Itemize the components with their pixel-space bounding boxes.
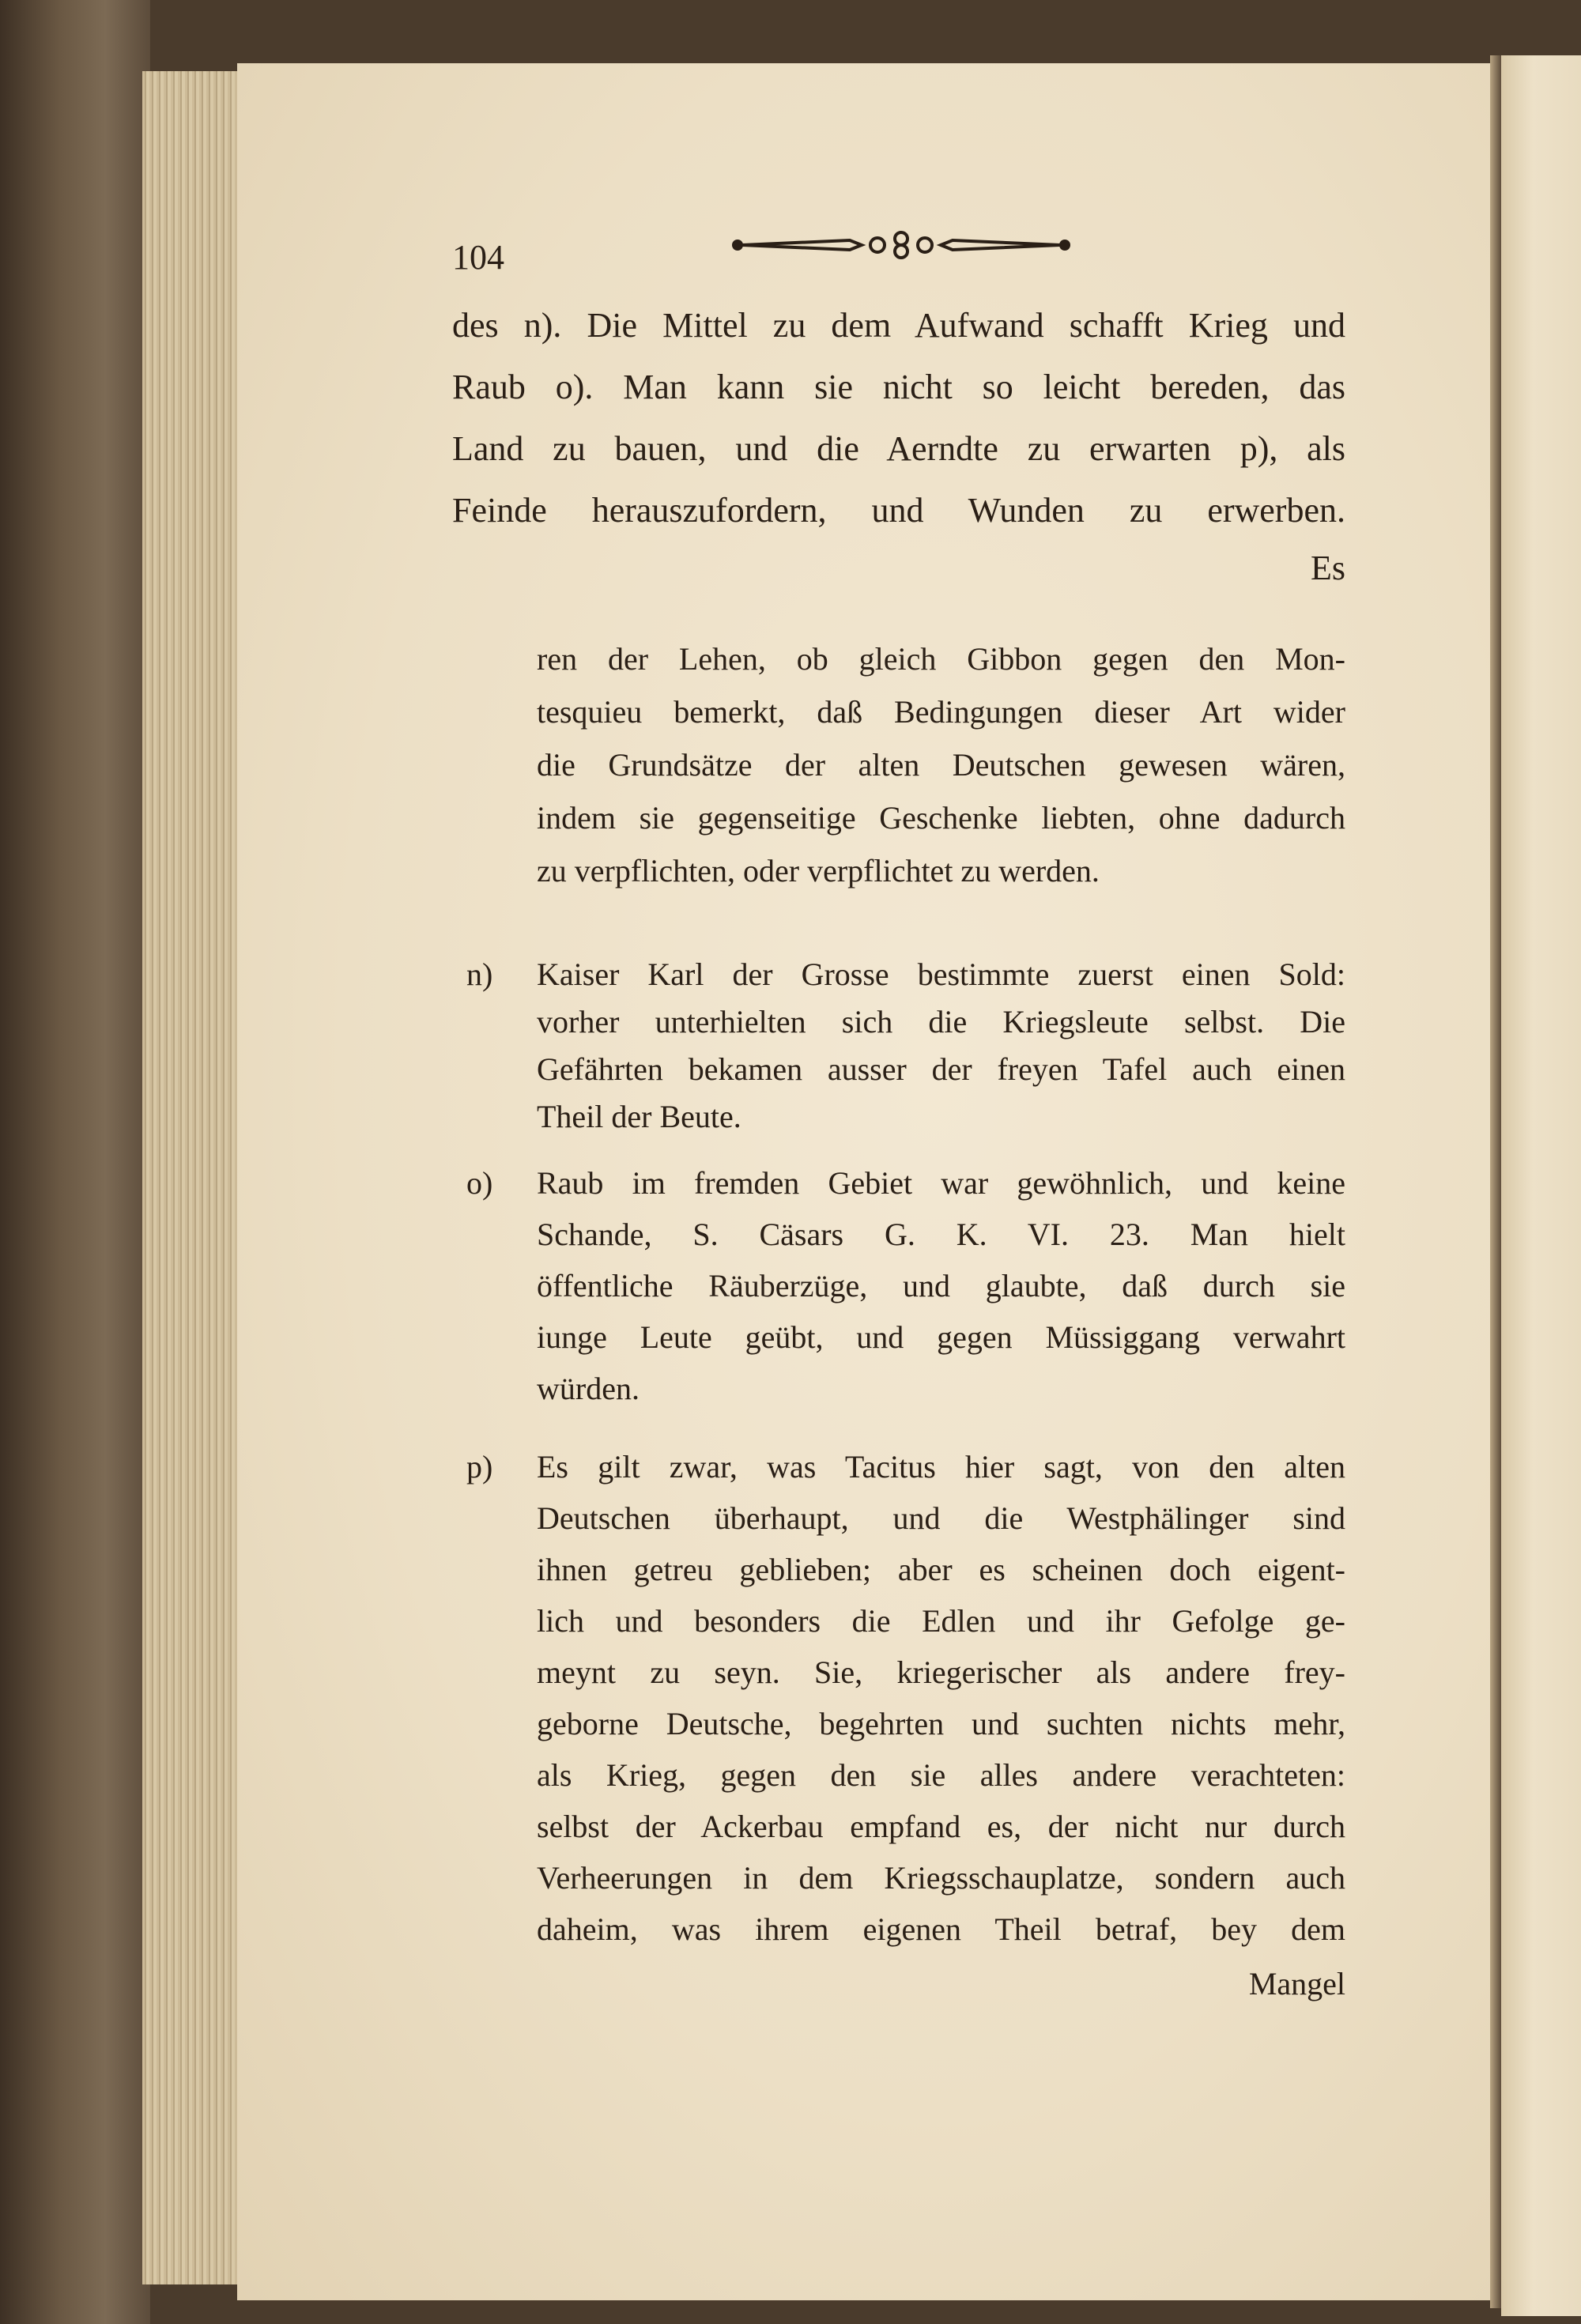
footnote-continuation: [537, 632, 1345, 897]
text-line: Feinde herauszufordern, und Wunden zu erwerben.: [452, 491, 1345, 530]
text-line: Land zu bauen, und die Aerndte zu erwarten p), als: [452, 429, 1345, 468]
text-line: als Krieg, gegen den sie alles andere verachteten:: [537, 1757, 1345, 1793]
main-text: [452, 295, 1345, 541]
footnote-o: [537, 1157, 1345, 1414]
footnote-label-n: n): [466, 956, 493, 992]
text-line: tesquieu bemerkt, daß Bedingungen dieser Art wider: [537, 694, 1345, 730]
catchword: Mangel: [1248, 1966, 1345, 2001]
page-number: 104: [452, 238, 504, 277]
gutter-shadow: [1490, 55, 1501, 2308]
book-spine-edge: [0, 0, 150, 2324]
main-catchword: Es: [1311, 549, 1345, 587]
text-line: Schande, S. Cäsars G. K. VI. 23. Man hielt: [537, 1217, 1345, 1252]
text-line: Kaiser Karl der Grosse bestimmte zuerst einen Sold:: [537, 956, 1345, 992]
text-line: die Grundsätze der alten Deutschen gewesen wären,: [537, 747, 1345, 783]
text-line: Raub im fremden Gebiet war gewöhnlich, und keine: [537, 1165, 1345, 1201]
footnote-label-p: p): [466, 1449, 493, 1485]
page-edges: [142, 71, 241, 2284]
text-line: Verheerungen in dem Kriegsschauplatze, sondern auch: [537, 1860, 1345, 1896]
text-line: Raub o). Man kann sie nicht so leicht bereden, das: [452, 368, 1345, 406]
footnote-label-o: o): [466, 1165, 493, 1201]
text-line: geborne Deutsche, begehrten und suchten nichts mehr,: [537, 1706, 1345, 1741]
text-line: zu verpflichten, oder verpflichtet zu werden.: [537, 853, 1100, 888]
text-line: des n). Die Mittel zu dem Aufwand schafft Krieg und: [452, 306, 1345, 345]
ornament-rule-icon: [731, 229, 1071, 261]
facing-page-strip: [1501, 55, 1581, 2316]
text-line: vorher unterhielten sich die Kriegsleute selbst. Die: [537, 1004, 1345, 1039]
text-line: Deutschen überhaupt, und die Westphälinger sind: [537, 1500, 1345, 1536]
text-line: indem sie gegenseitige Geschenke liebten, ohne dadurch: [537, 800, 1345, 836]
text-line: Es gilt zwar, was Tacitus hier sagt, von den alten: [537, 1449, 1345, 1485]
text-line: Gefährten bekamen ausser der freyen Tafel auch einen: [537, 1051, 1345, 1087]
text-line: meynt zu seyn. Sie, kriegerischer als andere frey-: [537, 1654, 1345, 1690]
text-line: ihnen getreu geblieben; aber es scheinen doch eigent-: [537, 1552, 1345, 1587]
footnote-p: [537, 1441, 1345, 1955]
text-line: selbst der Ackerbau empfand es, der nicht nur durch: [537, 1809, 1345, 1844]
text-line: öffentliche Räuberzüge, und glaubte, daß durch sie: [537, 1268, 1345, 1303]
footnote-n: [537, 951, 1345, 1141]
text-line: Theil der Beute.: [537, 1099, 741, 1134]
text-line: ren der Lehen, ob gleich Gibbon gegen den Mon-: [537, 641, 1345, 677]
text-line: iunge Leute geübt, und gegen Müssiggang verwahrt: [537, 1319, 1345, 1355]
text-line: würden.: [537, 1371, 640, 1406]
text-line: daheim, was ihrem eigenen Theil betraf, bey dem: [537, 1911, 1345, 1947]
text-line: lich und besonders die Edlen und ihr Gefolge ge-: [537, 1603, 1345, 1639]
